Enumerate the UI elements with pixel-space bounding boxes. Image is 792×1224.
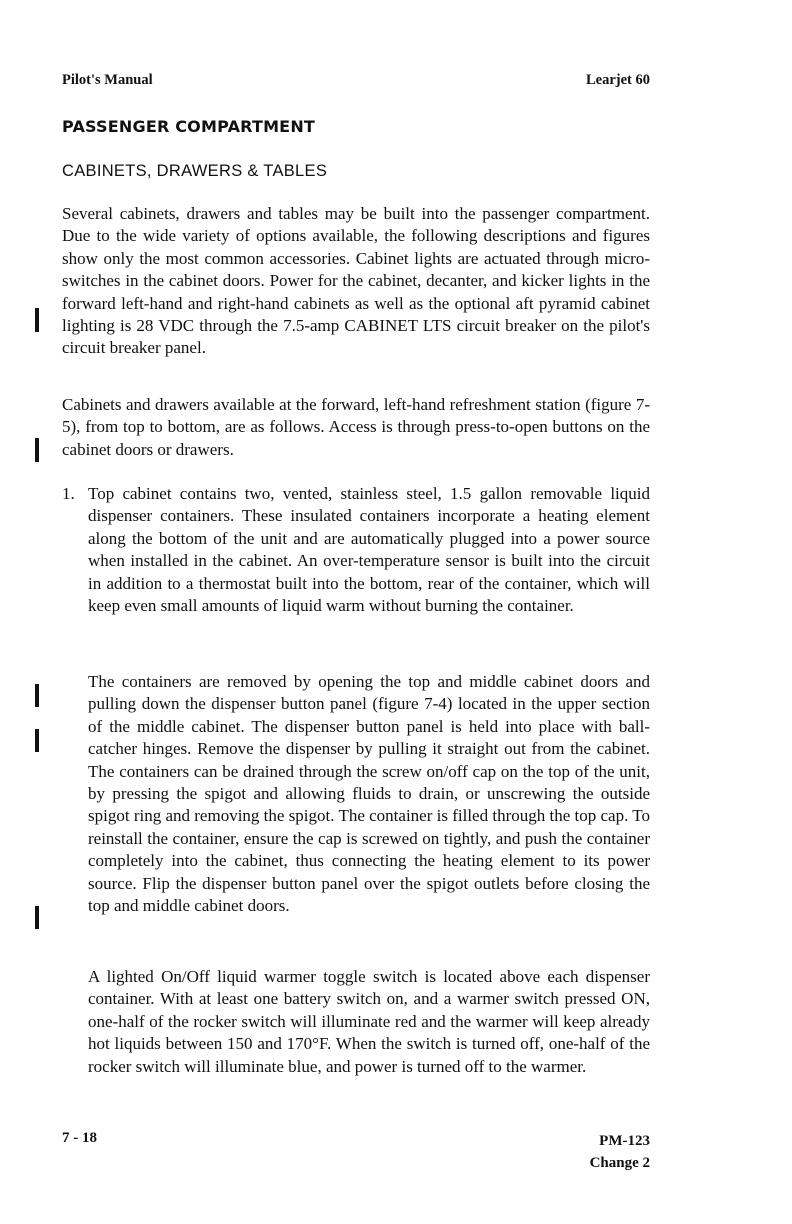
list-item-number: 1.	[62, 484, 75, 503]
document-number: PM-123	[599, 1133, 650, 1149]
change-bar	[35, 684, 39, 707]
page-number: 7 - 18	[62, 1130, 97, 1146]
paragraph-warmer: A lighted On/Off liquid warmer toggle switch is located above each dispenser container. With at least one battery switch on, and a warmer switch pressed ON, one-half of the rocker switch will illuminate red and the warmer will keep already hot liquids between 150 and 170°F. When the switch is turned off, one-half of the rocker switch will illuminate blue, and power is turned off to the warmer.	[88, 967, 650, 1076]
section-title: PASSENGER COMPARTMENT	[62, 117, 316, 136]
change-bar	[35, 729, 39, 752]
paragraph-containers: The containers are removed by opening the top and middle cabinet doors and pulling down the dispenser button panel (figure 7-4) located in the upper section of the middle cabinet. The dispenser button panel is held into place with ball-catcher hinges. Remove the dispenser by pulling it straight out from the cabinet. The containers can be drained through the screw on/off cap on the top of the unit, by pressing the spigot and allowing fluids to drain, or unscrewing the outside spigot ring and removing the spigot. The container is filled through the top cap. To reinstall the container, ensure the cap is screwed on tightly, and push the container completely into the cabinet, thus connecting the heating element to its power source. Flip the dispenser button panel over the spigot outlets before closing the top and middle cabinet doors.	[88, 672, 650, 916]
document-id	[590, 1130, 650, 1174]
running-header-left: Pilot's Manual	[62, 72, 153, 88]
paragraph-intro: Several cabinets, drawers and tables may be built into the passenger compartment. Due to the wide variety of options available, the following descriptions and figures show only the most common accessories. Cabinet lights are actuated through micro-switches in the cabinet doors. Power for the cabinet, decanter, and kicker lights in the forward left-hand and right-hand cabinets as well as the optional aft pyramid cabinet lighting is 28 VDC through the 7.5-amp CABINET LTS circuit breaker on the pilot's circuit breaker panel.	[62, 204, 650, 358]
running-header-right: Learjet 60	[585, 72, 650, 88]
subsection-title: CABINETS, DRAWERS & TABLES	[62, 162, 328, 180]
change-bar	[35, 308, 39, 332]
change-bar	[35, 906, 39, 929]
list-item	[62, 483, 650, 617]
change-number: Change 2	[589, 1155, 650, 1171]
list-item-text: Top cabinet contains two, vented, stainless steel, 1.5 gallon removable liquid dispenser containers. These insulated containers incorporate a heating element along the bottom of the unit and are automatically plugged into a power source when installed in the cabinet. An over-temperature sensor is built into the circuit in addition to a thermostat built into the bottom, rear of the container, which will keep even small amounts of liquid warm without burning the container.	[88, 484, 650, 616]
change-bar	[35, 438, 39, 462]
paragraph-access: Cabinets and drawers available at the forward, left-hand refreshment station (figure 7-5), from top to bottom, are as follows. Access is through press-to-open buttons on the cabinet doors or drawers.	[62, 395, 650, 459]
